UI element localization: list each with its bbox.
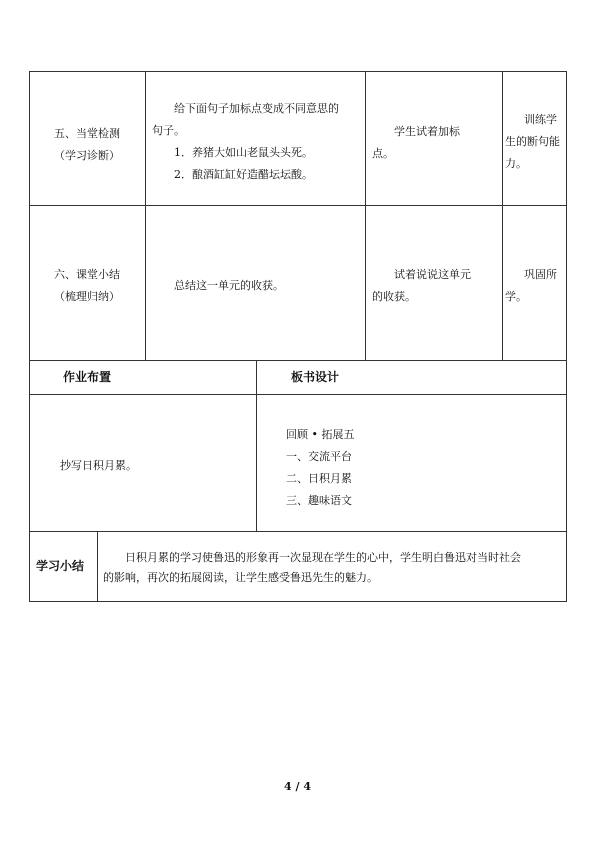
board-title: 回顾 • 拓展五 — [286, 428, 355, 441]
homework-header: 作业布置 — [63, 370, 112, 384]
section5-student-activity: 学生试着加标 点。 — [372, 125, 460, 160]
section5-content: 给下面句子加标点变成不同意思的 句子。 1．养猪大如山老鼠头头死。 2．酿酒缸缸好造醋坛坛酸。 — [152, 102, 339, 181]
section6-content: 总结这一单元的收获。 — [174, 279, 284, 292]
board-design-header: 板书设计 — [291, 370, 340, 384]
section5-purpose: 训练学 生的断句能 力。 — [505, 113, 560, 170]
col-divider-2 — [365, 71, 366, 361]
section6-step: 六、课堂小结 （梳理归纳） — [54, 268, 120, 303]
board-item: 二、日积月累 — [286, 472, 352, 485]
homework-board-divider — [256, 360, 257, 532]
page-number: 4 / 4 — [284, 780, 311, 793]
col-divider-3 — [502, 71, 503, 361]
board-item: 一、交流平台 — [286, 450, 352, 463]
section6-purpose: 巩固所 学。 — [505, 268, 557, 303]
homework-text: 抄写日积月累。 — [60, 459, 137, 472]
section5-step: 五、当堂检测 （学习诊断） — [54, 127, 120, 162]
homework-header-divider — [29, 394, 567, 395]
summary-divider — [97, 531, 98, 602]
col-divider-1 — [145, 71, 146, 361]
summary-text: 日积月累的学习使鲁迅的形象再一次显现在学生的心中，学生明白鲁迅对当时社会 的影响，再次的拓展阅读，让学生感受鲁迅先生的魅力。 — [103, 551, 521, 584]
board-item: 三、趣味语文 — [286, 494, 352, 507]
summary-label: 学习小结 — [36, 559, 85, 573]
board-design-content — [286, 424, 354, 512]
section6-student-activity: 试着说说这单元 的收获。 — [372, 268, 471, 303]
row-divider-1 — [29, 205, 567, 206]
